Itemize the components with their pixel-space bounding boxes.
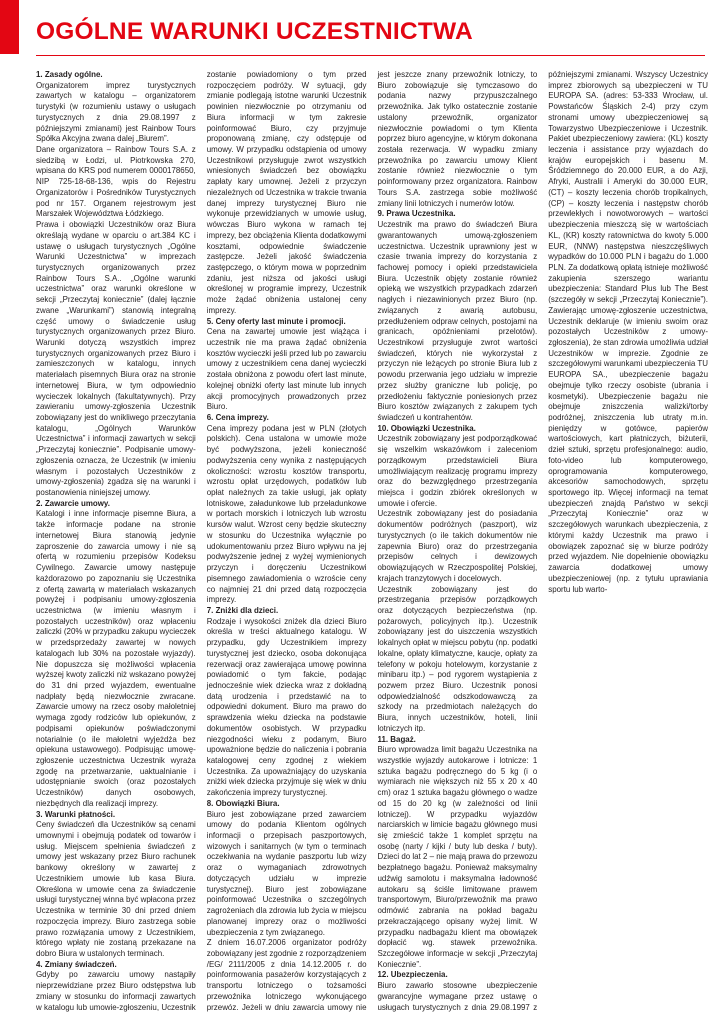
section-paragraph: Uczestnik ma prawo do świadczeń Biura gwarantowanych umową-zgłoszeniem uczestnictwa. Uczestnik uprawniony jest w czasie trwania imprezy do korzystania z fachowej pomocy i opieki przedstawiciela Biura. Uczestnik objęty zostanie również opieką we wszystkich przypadkach zdarzeń nagłych i niezawinionych przez Biuro (np. związanych z awarią autobusu, przedłużeniem odpraw celnych, postojami na granicach, opóźnieniami przelotów). Uczestnikowi przysługuje zwrot wartości świadczeń, których nie wykorzystał z przyczyn nie leżących po stronie Biura lub z powodu przerwania jego udziału w imprezie przez służby graniczne lub policję, po przedłożeniu faktycznie poniesionych przez Biuro kosztów związanych z zakupem tych świadczeń u kontrahentów. (377, 220, 538, 422)
section-paragraph: Z dniem 16.07.2006 organizator podróży zobowiązany jest zgodnie z rozporządzeniem /EG/ 2111/2005 z dnia 14.12.2005 r. do poinformowania pasażerów korzystających z transportu lotniczego o tożsamości przewoźnika lotniczego wykonującego przewóz. Jeżeli w dniu zawarcia umowy nie jest jeszcze znany przewoźnik lotniczy, to Biuro zobowiązuje się tymczasowo do podania nazwy przypuszczalnego przewoźnika. Jak tylko ostatecznie zostanie ustalony przewoźnik, organizator niezwłocznie powiadomi o tym Klienta poprzez biuro agencyjne, w którym dokonana została rezerwacja. W wypadku zmiany przewoźnika po zawarciu umowy Klient zostanie również niezwłocznie o tym poinformowany przez organizatora. Rainbow Tours S.A. zastrzega sobie możliwość zmiany linii lotniczych i numerów lotów. (206, 70, 538, 1012)
section-paragraph: Uczestnik zobowiązany jest do przestrzegania przepisów porządkowych oraz dotyczących bezpieczeństwa (np. pożarowych, policyjnych itp.). Uczestnik zobowiązany jest do uiszczenia wszystkich lokalnych opłat w miejscu pobytu (np. podatki lokalne, opłaty klimatyczne, kaucje, opłaty za telefony w pokoju hotelowym, korzystanie z minibaru itp.) – pod rygorem wystąpienia z pozwem przez Biuro. Uczestnik ponosi odpowiedzialność odszkodowawczą za szkody na przedmiotach należących do Biura, innych uczestników, hoteli, linii lotniczych itp. (377, 584, 538, 733)
section-paragraph: Biuro wprowadza limit bagażu Uczestnika na wszystkie wyjazdy autokarowe i lotnicze: 1 sztuka bagażu podręcznego do 5 kg (i o wymiarach nie większych niż 55 x 20 x 40 cm) oraz 1 sztuka bagażu głównego o wadze od 15 do 20 kg (w zależności od linii lotniczej). W przypadku wyjazdów narciarskich w limicie bagażu głównego musi się zmieścić także 1 komplet sprzętu na osobę (narty / kijki / buty lub deska / buty). Dzieci do lat 2 – nie mają prawa do przewozu bezpłatnego bagażu. Ponieważ maksymalny udźwig samolotu i maksymalna ładowność autokaru są ściśle limitowane prawem transportowym, Biuro/przewoźnik ma prawo odmówić zabrania na pokład bagażu przekraczającego opisany wyżej limit. W przypadku nadbagażu klient ma obowiązek dopłacić wg. stawek przewoźnika. Szczegółowe informacje w sekcji „Przeczytaj Koniecznie”. (377, 745, 538, 969)
section-heading: 1. Zasady ogólne. (36, 70, 103, 79)
section-heading: 7. Zniżki dla dzieci. (206, 605, 279, 615)
red-accent-block (0, 0, 19, 54)
section-paragraph: Katalogi i inne informacje pisemne Biura, a także informacje podane na stronie internetowej Biura stanowią jedynie zaproszenie do zawarcia umowy i nie są ofertą w rozumieniu przepisów Kodeksu Cywilnego. Zawarcie umowy następuje każdorazowo po zapoznaniu się Uczestnika z ofertą zawartą w materiałach wskazanych powyżej i podpisaniu umowy-zgłoszenia uczestnictwa (w imieniu własnym i pozostałych uczestników) oraz wpłaceniu zaliczki (20% w przypadku zakupu wycieczek w przedsprzedaży zawartej w nowych katalogach lub 30% na pozostałe wyjazdy). Nie dopuszcza się możliwości wpłacenia wyższej kwoty zaliczki niż wskazano powyżej do 31 dni przed wyjazdem, ewentualne nadpłaty będą niezwłocznie zwracane. Zawarcie umowy na rzecz osoby małoletniej wymaga zgody rodziców lub opiekunów, z podpisami opiekunów poświadczonymi notarialnie (o ile małoletni wyjeżdża bez opiekuna ustawowego). Podpisując umowę-zgłoszenie uczestnictwa Uczestnik wyraża zgodę na przetwarzanie, uaktualnianie i udostępnianie swoich (oraz pozostałych Uczestników) danych osobowych, niezbędnych dla realizacji imprezy. (36, 509, 196, 808)
section-paragraph: Rodzaje i wysokości zniżek dla dzieci Biuro określa w treści aktualnego katalogu. W przypadku, gdy Uczestnikiem imprezy turystycznej jest dziecko, osoba dokonująca rezerwacji oraz zawierająca umowę powinna powiadomić o tym fakcie, podając jednocześnie wiek dziecka wraz z dokładną datą urodzenia i przedstawić na to odpowiedni dokument. Biuro ma prawo do sprawdzenia wieku dziecka na podstawie dokumentów osobistych. W przypadku niezgodności wieku z podanym, Biuro upoważnione będzie do naliczenia i pobrania katalogowej ceny zgodnej z wiekiem Uczestnika. Za upoważniający do uzyskania zniżki wiek dziecka przyjmuje się wiek w dniu zakończenia imprezy turystycznej. (206, 616, 367, 798)
terms-columns (36, 70, 708, 1018)
section-heading: 12. Ubezpieczenia. (377, 970, 448, 980)
section-heading: 2. Zawarcie umowy. (36, 498, 110, 508)
terms-section (207, 606, 367, 799)
section-paragraph: Cena na zawartej umowie jest wiążąca i uczestnik nie ma prawa żądać obniżenia kosztów wycieczki jeśli przed lub po zawarciu umowy z uczestnikiem cena danej wycieczki została obniżona z powodu ofert last minute, kolejnej obniżki oferty last minute lub innych akcji promocyjnych prowadzonych przez Biuro. (206, 327, 367, 412)
section-paragraph: Organizatorem imprez turystycznych zawartych w katalogu – organizatorem turystyki (w rozumieniu ustawy o usługach turystycznych z dnia 29.08.1997 z późniejszymi zmianami) jest Rainbow Tours Spółka Akcyjna zwana dalej „Biurem”. (36, 80, 196, 144)
section-paragraph: Cena imprezy podana jest w PLN (złotych polskich). Cena ustalona w umowie może być podwyższona, jeżeli konieczność podwyższenia ceny wynika z następujących okoliczności: wzrostu kosztów transportu, wzrostu opłat urzędowych, podatków lub opłat należnych za takie usługi, jak opłaty lotniskowe, załadunkowe lub przeładunkowe w portach morskich i lotniczych lub wzrostu kursów walut. Wzrost ceny będzie skuteczny w stosunku do Uczestnika wyłącznie po udokumentowaniu przez Biuro wpływu na jej podwyższenie jednej z wyżej wymienionych przyczyn i doręczeniu Uczestnikowi pisemnego zawiadomienia o wzroście ceny co najmniej 21 dni przed datą rozpoczęcia imprezy. (206, 423, 367, 605)
section-paragraph: Uczestnik zobowiązany jest do posiadania dokumentów podróżnych (paszport), wiz turystycznych (o ile takich dokumentów nie zapewnia Biuro) oraz do przestrzegania przepisów celnych i dewizowych obowiązujących w Rzeczpospolitej Polskiej, krajach tranzytowych i docelowych. (377, 509, 538, 583)
terms-section (378, 209, 538, 423)
section-heading: 9. Prawa Uczestnika. (377, 209, 456, 219)
section-heading: 11. Bagaż. (377, 734, 416, 744)
section-paragraph: Gdyby po zawarciu umowy nastąpiły nieprzewidziane przez Biuro odstępstwa lub zmiany w stosunku do informacji zawartych w katalogu lub umowie-zgłoszeniu, Uczestnik zostanie powiadomiony o tym przed rozpoczęciem podróży. W sytuacji, gdy zmianie podlegają istotne warunki Uczestnik powinien niezwłocznie po otrzymaniu od Biura informacji w tym zakresie poinformować Biuro, czy przyjmuje proponowaną zmianę, czy odstępuje od umowy. W przypadku odstąpienia od umowy Uczestnikowi przysługuje zwrot wszystkich wniesionych świadczeń bez obowiązku zapłaty kary umownej. Jeżeli z przyczyn niezależnych od Uczestnika w trakcie trwania danej imprezy turystycznej Biuro nie wykonuje przewidzianych w umowie usług, wówczas Biuro wykona w ramach tej imprezy, bez obciążenia Klienta dodatkowymi kosztami, odpowiednie świadczenie zastępcze. Jeżeli jakość świadczenia zastępczego, o którym mowa w poprzednim zdaniu, jest niższa od jakości usługi określonej w programie imprezy, Uczestnik może żądać obniżenia ustalonej ceny imprezy. (36, 70, 367, 1012)
terms-section (378, 735, 538, 971)
title-rule (36, 55, 705, 56)
terms-section (36, 810, 196, 960)
terms-section (207, 317, 367, 413)
section-paragraph: Ceny świadczeń dla Uczestników są cenami umownymi i obejmują podatek od towarów i usług. Miejscem spełnienia świadczeń z umowy jest wskazany przez Biuro rachunek bankowy określony w zawartej z Uczestnikiem umowie lub kasa Biura. Określona w umowie cena za świadczenie usługi turystycznej winna być wpłacona przez Uczestnika w terminie 30 dni przed dniem rozpoczęcia imprezy. Biuro zastrzega sobie prawo rozwiązania umowy z Uczestnikiem, którego wpłaty nie zostaną przekazane na dobro Biura w ustalonych terminach. (36, 820, 196, 958)
section-paragraph: Biuro zawarło stosowne ubezpieczenie gwarancyjne wymagane przez ustawę o usługach turystycznych z dnia 29.08.1997 z późniejszymi zmianami. Wszyscy Uczestnicy imprez zbiorowych są ubezpieczeni w TU EUROPA SA. (adres: 53-333 Wrocław, ul. Powstańców Śląskich 2-4) przy czym stronami umowy ubezpieczeniowej są Towarzystwo Ubezpieczeniowe i Uczestnik. Pakiet ubezpieczeniowy zawiera: (KL) koszty leczenia i assistance przy wyjazdach do krajów europejskich i basenu M. Śródziemnego do 20.000 EUR, a do Azji, Afryki, Australii i Ameryki do 30.000 EUR, (CT) – koszty leczenia chorób tropikalnych, (CP) – koszty leczenia i następstw chorób przewlekłych i nowotworowych – wartości ubezpieczenia mieszczą się w wartościach KL, (KR) koszty ratownictwa do kwoty 5.000 EUR, (NNW) następstwa nieszczęśliwych wypadków do 10.000 PLN i bagażu do 1.000 PLN. Za dodatkową opłatą istnieje możliwość zakupienia szerszego wariantu ubezpieczenia: Standard Plus lub The Best (szczegóły w sekcji „Przeczytaj Koniecznie”). Zawierając umowę-zgłoszenie uczestnictwa, Uczestnik deklaruje (w imieniu swoim oraz pozostałych Uczestników z umowy-zgłoszenia), że stan zdrowia umożliwia udział Uczestników w imprezie. Zgodnie ze szczegółowymi warunkami ubezpieczenia TU EUROPA SA., ubezpieczenie bagażu obejmuje tylko rzeczy osobiste (ubrania i kosmetyki). Ubezpieczenie bagażu nie obejmuje zniszczenia walizki/torby podróżnej, zniszczenia lub utraty m.in. pieniędzy w gotówce, papierów wartościowych, kart płatniczych, biżuterii, dzieł sztuki, sprzętu profesjonalnego: audio, foto-video lub komputerowego, oprogramowania komputerowego, akcesoriów samochodowych, sprzętu sportowego itp. Więcej informacji na temat ubezpieczeń znajdą Państwo w sekcji „Przeczytaj Koniecznie” oraz w szczegółowych warunkach ubezpieczenia, z którymi każdy Uczestnik ma prawo i obowiązek zapoznać się w biurze podróży przed wyjazdem. Nie dopełnienie obowiązku zawarcia dodatkowej umowy ubezpieczeniowej (np. z tytułu uprawiania sportu lub warto- (377, 70, 708, 1012)
section-heading: 4. Zmiany świadczeń. (36, 959, 117, 969)
page-title: OGÓLNE WARUNKI UCZESTNICTWA (36, 18, 473, 45)
terms-section (36, 499, 196, 810)
terms-section (207, 413, 367, 606)
section-paragraph: Prawa i obowiązki Uczestników oraz Biura określają wydane w oparciu o art.384 KC i ustawę o usługach turystycznych „Ogólne Warunki Uczestnictwa” w imprezach turystycznych organizowanych przez Rainbow Tours S.A.. „Ogólne warunki uczestnictwa” oraz warunki określone w sekcji „Przeczytaj koniecznie” (dalej łącznie zwane „Warunkami”) stanowią integralną część umowy o świadczenie usług turystycznych organizowanych przez Biuro. Warunki dotyczą wszystkich imprez turystycznych organizowanych przez Biuro i zamieszczonych w katalogu, innych materiałach pisemnych Biura oraz na stronie internetowej Biura, w tym odpowiednio wycieczek lokalnych (fakultatywnych). Przy zawieraniu umowy-zgłoszenia Uczestnik zobowiązany jest do wnikliwego przeczytania katalogu, „Ogólnych Warunków Uczestnictwa” i informacji zawartych w sekcji „Przeczytaj koniecznie”. Podpisanie umowy-zgłoszenia oznacza, że Uczestnik (w imieniu własnym i pozostałych Uczestników z umowy-zgłoszenia) zgadza się na warunki i postanowienia niniejszej umowy. (36, 220, 196, 498)
section-heading: 6. Cena imprezy. (206, 413, 269, 422)
section-heading: 8. Obowiązki Biura. (206, 798, 280, 808)
section-paragraph: Dane organizatora – Rainbow Tours S.A. z siedzibą w Łodzi, ul. Piotrkowska 270, wpisana do KRS pod numerem 0000178650, NIP 725-18-68-136, wpis do Rejestru Organizatorów i Pośredników Turystycznych pod nr 157. Organem rejestrowym jest Marszałek Województwa Łódzkiego. (36, 145, 196, 219)
section-heading: 10. Obowiązki Uczestnika. (377, 423, 476, 433)
section-heading: 3. Warunki płatności. (36, 809, 116, 819)
section-paragraph: Biuro jest zobowiązane przed zawarciem umowy do podania Klientom ogólnych informacji o przepisach paszportowych, wizowych i sanitarnych (w tym o terminach oczekiwania na wydanie paszportu lub wizy oraz o wymaganiach zdrowotnych dotyczących udziału w imprezie turystycznej). Biuro jest zobowiązane poinformować Uczestnika o szczególnych zagrożeniach dla zdrowia lub życia w miejscu planowanej imprezy oraz o możliwości ubezpieczenia z tym związanego. (206, 809, 367, 937)
terms-section (378, 424, 538, 735)
terms-section (36, 70, 196, 499)
section-paragraph: Uczestnik zobowiązany jest podporządkować się wszelkim wskazówkom i zaleceniom porządkowym przedstawicieli Biura umożliwiającym realizację programu imprezy oraz do bezwzględnego przestrzegania miejsca i godzin zbiórek określonych w umowie i ofercie. (377, 434, 538, 508)
section-heading: 5. Ceny oferty last minute i promocji. (206, 316, 346, 326)
